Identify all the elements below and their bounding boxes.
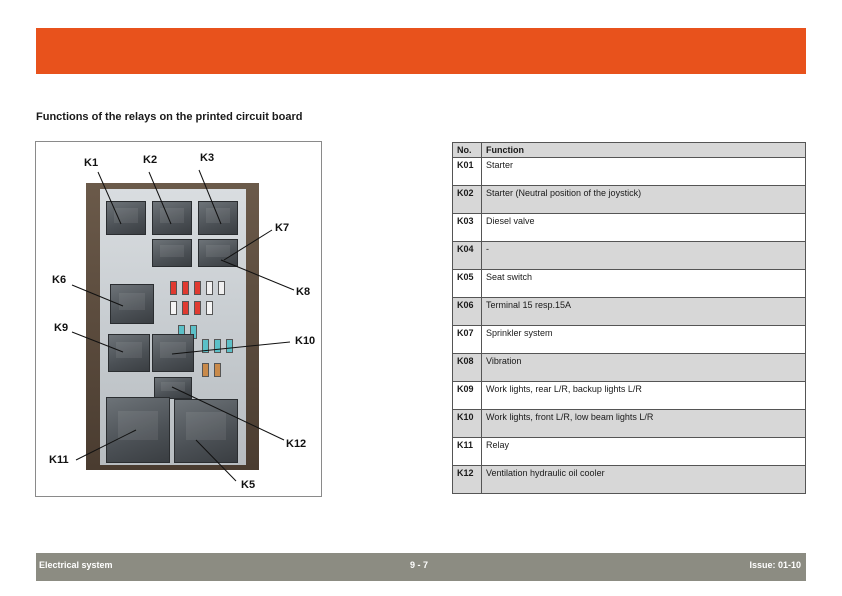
relay-k2 [152, 201, 192, 235]
relay-k6 [110, 284, 154, 324]
footer-bar [36, 553, 806, 581]
relay-number: K12 [453, 466, 482, 494]
relay-k1 [106, 201, 146, 235]
fuse [170, 301, 177, 315]
relay-number: K04 [453, 242, 482, 270]
label-k10: K10 [295, 335, 316, 347]
circuit-board [100, 189, 246, 465]
table-row [453, 214, 806, 242]
label-k3: K3 [200, 152, 215, 164]
relay-function: Terminal 15 resp.15A [482, 298, 806, 326]
footer-issue: Issue: 01-10 [749, 560, 801, 570]
table-header-row [453, 143, 806, 158]
relay-function: Diesel valve [482, 214, 806, 242]
relay-board-photo [86, 183, 259, 470]
header-bar [36, 28, 806, 74]
relay-function: Starter [482, 158, 806, 186]
label-k1: K1 [84, 157, 99, 169]
relay-number: K06 [453, 298, 482, 326]
relay-k8 [198, 239, 238, 267]
fuse [182, 281, 189, 295]
table-row [453, 410, 806, 438]
relay-board-figure [35, 141, 322, 497]
fuse [202, 339, 209, 353]
table-row [453, 298, 806, 326]
fuse [194, 301, 201, 315]
relay-number: K08 [453, 354, 482, 382]
fuse [202, 363, 209, 377]
footer-page-number: 9 - 7 [410, 560, 429, 570]
label-k6: K6 [52, 274, 67, 286]
section-title: Functions of the relays on the printed circuit board [36, 111, 303, 123]
relay-number: K01 [453, 158, 482, 186]
relay-function: Relay [482, 438, 806, 466]
relay-function-table [452, 142, 806, 494]
label-k11: K11 [49, 454, 69, 466]
relay-k10 [152, 334, 194, 372]
relay-k9 [108, 334, 150, 372]
fuse [170, 281, 177, 295]
relay-function: Starter (Neutral position of the joystick) [482, 186, 806, 214]
relay-k5 [174, 399, 238, 463]
table-row [453, 186, 806, 214]
relay-k7 [152, 239, 192, 267]
table-row [453, 382, 806, 410]
relay-function: Ventilation hydraulic oil cooler [482, 466, 806, 494]
relay-function: Vibration [482, 354, 806, 382]
relay-k12 [154, 377, 192, 399]
table-row [453, 438, 806, 466]
label-k12: K12 [286, 438, 307, 450]
relay-number: K11 [453, 438, 482, 466]
fuse [206, 281, 213, 295]
fuse [206, 301, 213, 315]
relay-number: K03 [453, 214, 482, 242]
label-k7: K7 [275, 222, 290, 234]
fuse [226, 339, 233, 353]
relay-number: K05 [453, 270, 482, 298]
fuse [214, 363, 221, 377]
relay-number: K07 [453, 326, 482, 354]
label-k8: K8 [296, 286, 311, 298]
table-row [453, 326, 806, 354]
relay-function: Work lights, front L/R, low beam lights L/R [482, 410, 806, 438]
table-row [453, 270, 806, 298]
relay-function: Sprinkler system [482, 326, 806, 354]
relay-function: Seat switch [482, 270, 806, 298]
fuse [214, 339, 221, 353]
table-row [453, 466, 806, 494]
relay-number: K09 [453, 382, 482, 410]
relay-function: - [482, 242, 806, 270]
fuse [194, 281, 201, 295]
footer-section: Electrical system [39, 560, 113, 570]
column-header-no: No. [453, 143, 482, 158]
relay-k3 [198, 201, 238, 235]
table-row [453, 158, 806, 186]
label-k5: K5 [241, 479, 256, 491]
table-row [453, 242, 806, 270]
relay-k11 [106, 397, 170, 463]
relay-number: K02 [453, 186, 482, 214]
fuse [218, 281, 225, 295]
relay-function: Work lights, rear L/R, backup lights L/R [482, 382, 806, 410]
label-k2: K2 [143, 154, 158, 166]
fuse [182, 301, 189, 315]
table-row [453, 354, 806, 382]
column-header-function: Function [482, 143, 806, 158]
relay-number: K10 [453, 410, 482, 438]
label-k9: K9 [54, 322, 69, 334]
